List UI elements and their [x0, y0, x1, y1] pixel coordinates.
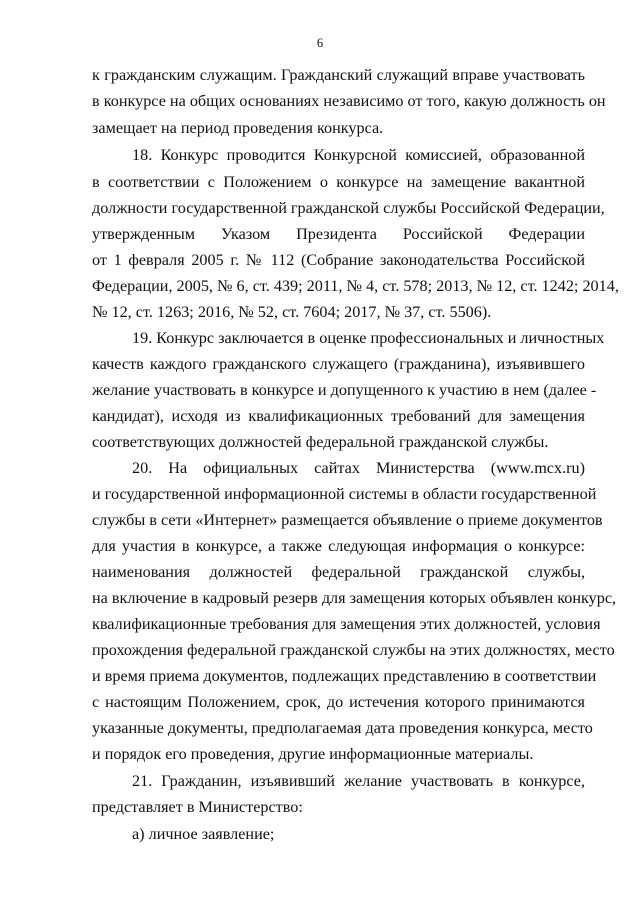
text-line: утвержденным Указом Президента Российской Федерации [92, 225, 585, 243]
text-line: кандидат), исходя из квалификационных требований для замещения [92, 407, 585, 425]
text-line: замещает на период проведения конкурса. [92, 119, 384, 137]
text-line: 20. На официальных сайтах Министерства (www.mcx.ru) [132, 459, 585, 477]
text-line: а) личное заявление; [132, 825, 275, 843]
text-line: представляет в Министерство: [92, 798, 303, 816]
text-line: соответствующих должностей федеральной гражданской службы. [92, 433, 549, 451]
text-line: и время приема документов, подлежащих представлению в соответствии [92, 667, 597, 685]
text-line: от 1 февраля 2005 г. № 112 (Собрание законодательства Российской [92, 251, 585, 269]
text-line: и порядок его проведения, другие информационные материалы. [92, 745, 534, 763]
text-line: в соответствии с Положением о конкурсе на замещение вакантной [92, 173, 585, 191]
text-line: 21. Гражданин, изъявивший желание участвовать в конкурсе, [132, 772, 585, 790]
page-number: 6 [316, 36, 324, 50]
text-line: на включение в кадровый резерв для замещения которых объявлен конкурс, [92, 589, 617, 607]
text-line: и государственной информационной системы в области государственной [92, 485, 597, 503]
text-line: для участия в конкурсе, а также следующая информация о конкурсе: [92, 537, 585, 555]
text-line: прохождения федеральной гражданской службы на этих должностях, место [92, 641, 615, 659]
text-line: 19. Конкурс заключается в оценке профессиональных и личностных [132, 329, 605, 347]
text-line: 18. Конкурс проводится Конкурсной комиссией, образованной [132, 146, 585, 164]
text-line: в конкурсе на общих основаниях независимо от того, какую должность он [92, 92, 606, 110]
text-line: наименования должностей федеральной гражданской службы, [92, 563, 585, 581]
text-line: качеств каждого гражданского служащего (гражданина), изъявившего [92, 355, 585, 373]
text-line: желание участвовать в конкурсе и допущенного к участию в нем (далее - [92, 381, 597, 399]
text-line: к гражданским служащим. Гражданский служащий вправе участвовать [92, 66, 585, 84]
text-line: указанные документы, предполагаемая дата проведения конкурса, место [92, 719, 593, 737]
text-line: Федерации, 2005, № 6, ст. 439; 2011, № 4, ст. 578; 2013, № 12, ст. 1242; 2014, [92, 277, 619, 295]
text-line: службы в сети «Интернет» размещается объявление о приеме документов [92, 511, 603, 529]
text-line: с настоящим Положением, срок, до истечения которого принимаются [92, 693, 585, 711]
text-line: должности государственной гражданской службы Российской Федерации, [92, 199, 605, 217]
text-line: квалификационные требования для замещения этих должностей, условия [92, 615, 601, 633]
text-line: № 12, ст. 1263; 2016, № 52, ст. 7604; 2017, № 37, ст. 5506). [92, 303, 492, 321]
